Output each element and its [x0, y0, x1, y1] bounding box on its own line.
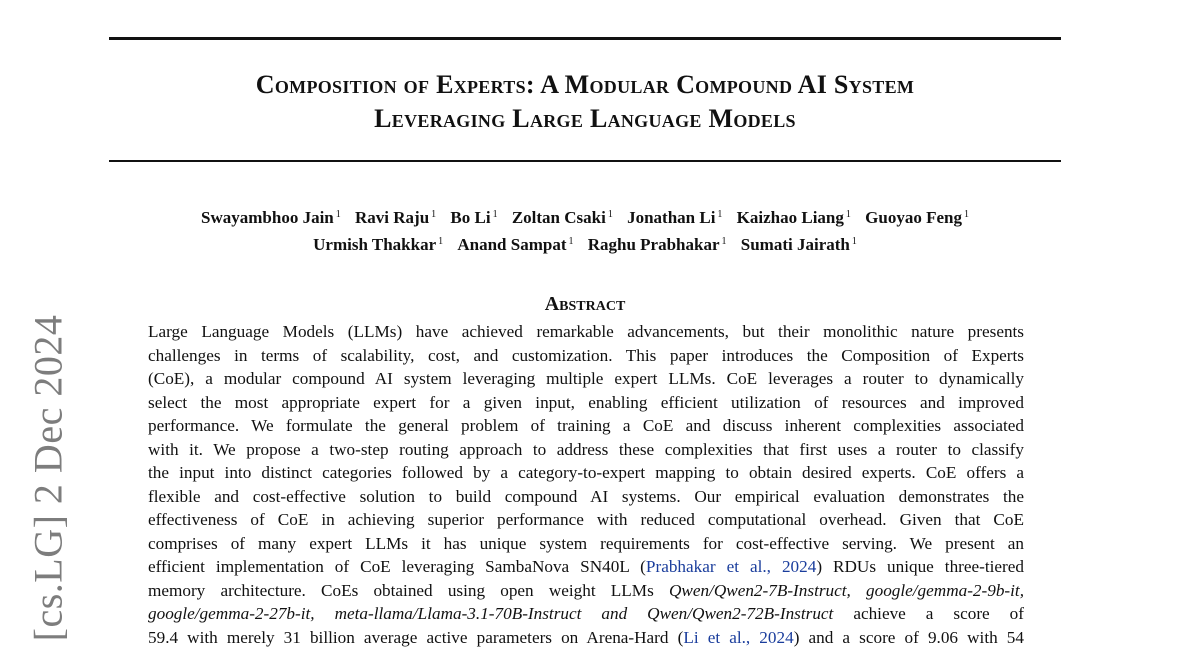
- citation-link[interactable]: Li et al., 2024: [683, 628, 793, 647]
- arxiv-stamp-text: [cs.LG] 2 Dec 2024: [25, 315, 72, 642]
- abstract-line: the input into distinct categories followed by a category-to-expert mapping to obtain desired experts. CoE offers a: [148, 461, 1024, 485]
- bottom-rule: [109, 160, 1061, 162]
- abstract-line: (CoE), a modular compound AI system leveraging multiple expert LLMs. CoE leverages a router to dynamically: [148, 367, 1024, 391]
- author: Ravi Raju $^1$: [355, 208, 436, 227]
- top-rule: [109, 37, 1061, 40]
- abstract-line: flexible and cost-effective solution to build compound AI systems. Our empirical evaluation demonstrates the: [148, 485, 1024, 509]
- abstract-line: performance. We formulate the general problem of training a CoE and discuss inherent complexities associated: [148, 414, 1024, 438]
- author: Zoltan Csaki $^1$: [512, 208, 613, 227]
- abstract-line: select the most appropriate expert for a given input, enabling efficient utilization of resources and improved: [148, 391, 1024, 415]
- author: Urmish Thakkar $^1$: [313, 235, 443, 254]
- abstract-line: memory architecture. CoEs obtained using open weight LLMs Qwen/Qwen2-7B-Instruct, google/gemma-2-9b-it,: [148, 579, 1024, 603]
- author-list: [109, 203, 1061, 257]
- title-line-1: Composition of Experts: A Modular Compound AI System: [109, 68, 1061, 102]
- author: Anand Sampat $^1$: [457, 235, 573, 254]
- author-line-2: [109, 230, 1061, 257]
- abstract-body: [148, 320, 1024, 649]
- author: Bo Li $^1$: [450, 208, 497, 227]
- abstract-line: with it. We propose a two-step routing approach to address these complexities that first uses a router to classify: [148, 438, 1024, 462]
- abstract-heading: Abstract: [109, 293, 1061, 316]
- author: Swayambhoo Jain $^1$: [201, 208, 341, 227]
- author-line-1: [109, 203, 1061, 230]
- abstract-line: efficient implementation of CoE leveraging SambaNova SN40L (Prabhakar et al., 2024) RDUs unique three-tiered: [148, 555, 1024, 579]
- abstract-line: challenges in terms of scalability, cost, and customization. This paper introduces the Composition of Experts: [148, 344, 1024, 368]
- model-list: Qwen/Qwen2-7B-Instruct, google/gemma-2-9b-it,: [669, 581, 1024, 600]
- citation-link[interactable]: Prabhakar et al., 2024: [646, 557, 816, 576]
- abstract-line: effectiveness of CoE in achieving superior performance with reduced computational overhead. Given that CoE: [148, 508, 1024, 532]
- author: Jonathan Li $^1$: [627, 208, 722, 227]
- abstract-line: 59.4 with merely 31 billion average active parameters on Arena-Hard (Li et al., 2024) and a score of 9.06 with 54: [148, 626, 1024, 649]
- author: Guoyao Feng $^1$: [865, 208, 969, 227]
- title-line-2: Leveraging Large Language Models: [109, 102, 1061, 136]
- author: Raghu Prabhakar $^1$: [588, 235, 727, 254]
- abstract-line: comprises of many expert LLMs it has unique system requirements for cost-effective serving. We present an: [148, 532, 1024, 556]
- model-list: google/gemma-2-27b-it, meta-llama/Llama-3.1-70B-Instruct and Qwen/Qwen2-72B-Instruct: [148, 604, 833, 623]
- author: Kaizhao Liang $^1$: [737, 208, 851, 227]
- paper-title: [109, 68, 1061, 136]
- author: Sumati Jairath $^1$: [741, 235, 857, 254]
- abstract-line: Large Language Models (LLMs) have achieved remarkable advancements, but their monolithic nature presents: [148, 320, 1024, 344]
- abstract-line: google/gemma-2-27b-it, meta-llama/Llama-3.1-70B-Instruct and Qwen/Qwen2-72B-Instruct achieve a score of: [148, 602, 1024, 626]
